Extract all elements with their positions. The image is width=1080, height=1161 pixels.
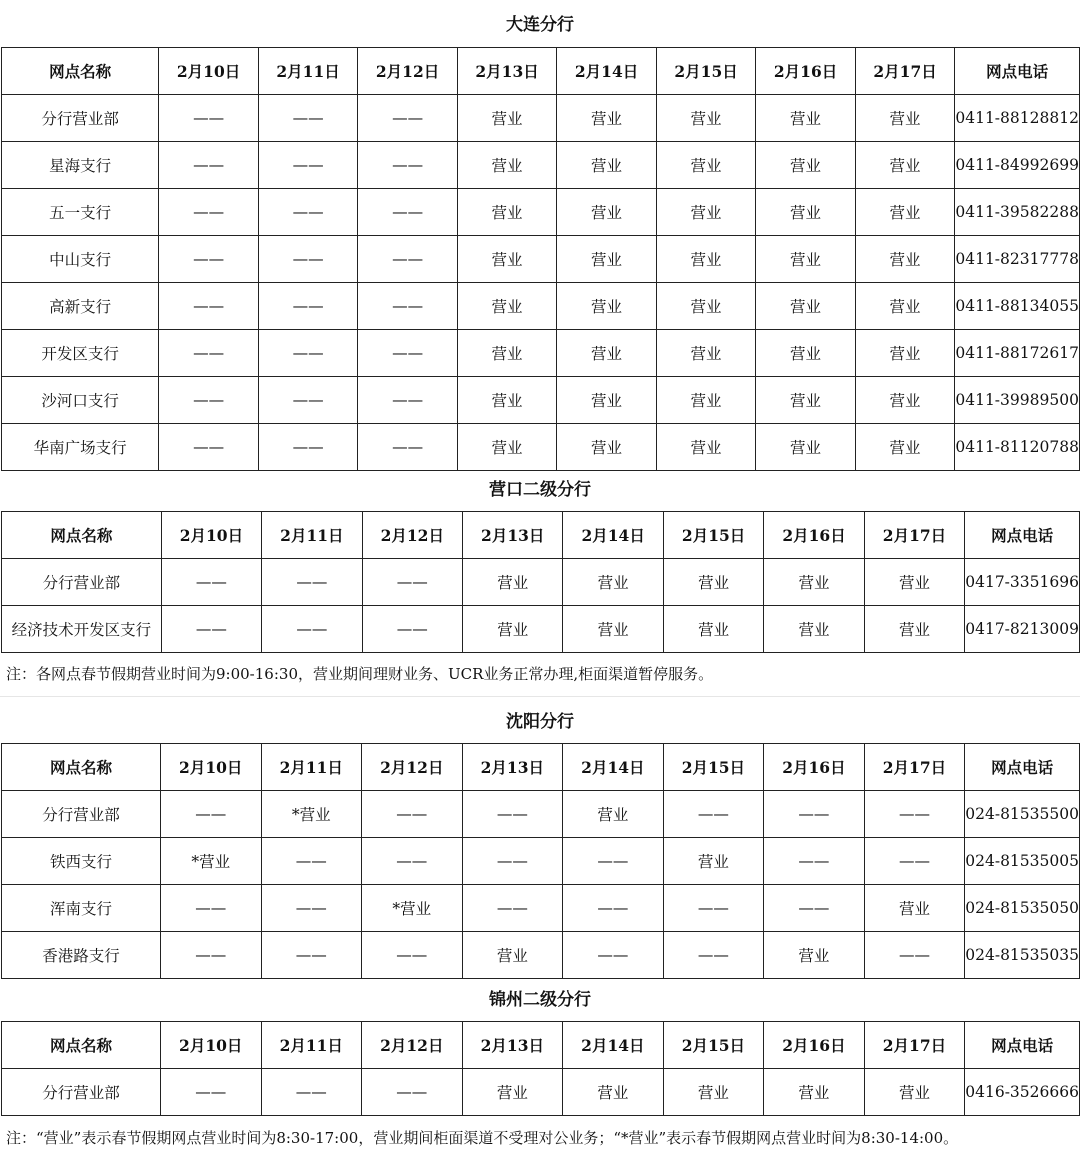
status-cell: 营业: [457, 189, 557, 236]
header-date: 2月10日: [160, 1022, 261, 1069]
branch-name-cell: 分行营业部: [2, 559, 162, 606]
status-cell: 营业: [756, 377, 856, 424]
section-title-shenyang: 沈阳分行: [506, 712, 574, 732]
header-date: 2月17日: [864, 744, 965, 791]
header-date: 2月15日: [663, 744, 764, 791]
status-cell: ——: [159, 236, 259, 283]
status-cell: ——: [764, 791, 865, 838]
table-header-row: [2, 744, 1080, 791]
status-cell: ——: [258, 189, 358, 236]
status-cell: 营业: [855, 330, 955, 377]
branch-name-cell: 沙河口支行: [2, 377, 159, 424]
status-cell: 营业: [756, 283, 856, 330]
status-cell: ——: [864, 838, 965, 885]
phone-cell: 0411-88134055: [955, 283, 1080, 330]
header-date: 2月11日: [258, 48, 358, 95]
phone-cell: 0411-39582288: [955, 189, 1080, 236]
header-date: 2月16日: [764, 744, 865, 791]
table-row: [2, 377, 1080, 424]
table-row: [2, 838, 1080, 885]
status-cell: ——: [462, 885, 563, 932]
status-cell: 营业: [457, 95, 557, 142]
branch-table-shenyang: [1, 743, 1080, 979]
status-cell: ——: [864, 932, 965, 979]
status-cell: ——: [160, 885, 261, 932]
status-cell: 营业: [756, 236, 856, 283]
status-cell: ——: [358, 377, 458, 424]
section-title-dalian: 大连分行: [506, 15, 574, 35]
header-phone: 网点电话: [965, 1022, 1080, 1069]
status-cell: ——: [160, 1069, 261, 1116]
header-date: 2月11日: [262, 512, 362, 559]
header-date: 2月17日: [864, 1022, 965, 1069]
phone-cell: 0411-39989500: [955, 377, 1080, 424]
status-cell: ——: [362, 559, 462, 606]
status-cell: 营业: [855, 377, 955, 424]
branch-table-jinzhou: [1, 1021, 1080, 1116]
status-cell: ——: [258, 236, 358, 283]
branch-name-cell: 高新支行: [2, 283, 159, 330]
status-cell: ——: [261, 932, 362, 979]
status-cell: ——: [258, 283, 358, 330]
header-branch-name: 网点名称: [2, 744, 161, 791]
status-cell: ——: [160, 932, 261, 979]
status-cell: 营业: [563, 791, 664, 838]
status-cell: ——: [663, 791, 764, 838]
status-cell: 营业: [663, 1069, 764, 1116]
header-phone: 网点电话: [955, 48, 1080, 95]
header-branch-name: 网点名称: [2, 1022, 161, 1069]
status-cell: 营业: [756, 189, 856, 236]
status-cell: 营业: [855, 236, 955, 283]
status-cell: ——: [258, 377, 358, 424]
status-cell: 营业: [457, 377, 557, 424]
branch-name-cell: 星海支行: [2, 142, 159, 189]
status-cell: 营业: [864, 559, 964, 606]
branch-table-dalian: [1, 47, 1080, 471]
status-cell: 营业: [457, 330, 557, 377]
status-cell: ——: [160, 791, 261, 838]
status-cell: ——: [258, 95, 358, 142]
header-phone: 网点电话: [965, 744, 1080, 791]
table-row: [2, 932, 1080, 979]
branch-name-cell: 中山支行: [2, 236, 159, 283]
status-cell: 营业: [756, 95, 856, 142]
header-date: 2月15日: [656, 48, 756, 95]
status-cell: ——: [358, 330, 458, 377]
status-cell: 营业: [764, 932, 865, 979]
header-date: 2月15日: [663, 512, 763, 559]
status-cell: 营业: [463, 559, 563, 606]
status-cell: ——: [159, 424, 259, 471]
header-phone: 网点电话: [965, 512, 1080, 559]
note-dalian-yingkou: 注：各网点春节假期营业时间为9:00-16:30，营业期间理财业务、UCR业务正常办理,柜面渠道暂停服务。: [6, 665, 714, 683]
header-date: 2月11日: [261, 1022, 362, 1069]
branch-name-cell: 经济技术开发区支行: [2, 606, 162, 653]
header-date: 2月14日: [563, 744, 664, 791]
header-date: 2月13日: [462, 744, 563, 791]
status-cell: ——: [462, 838, 563, 885]
status-cell: ——: [258, 142, 358, 189]
header-date: 2月13日: [457, 48, 557, 95]
branch-name-cell: 香港路支行: [2, 932, 161, 979]
status-cell: ——: [159, 95, 259, 142]
header-date: 2月10日: [161, 512, 261, 559]
status-cell: 营业: [557, 236, 657, 283]
status-cell: 营业: [656, 189, 756, 236]
status-cell: 营业: [557, 424, 657, 471]
header-date: 2月12日: [362, 512, 462, 559]
phone-cell: 0411-88128812: [955, 95, 1080, 142]
header-date: 2月16日: [764, 512, 864, 559]
header-date: 2月16日: [764, 1022, 865, 1069]
table-row: [2, 885, 1080, 932]
status-cell: ——: [159, 283, 259, 330]
status-cell: ——: [563, 838, 664, 885]
status-cell: ——: [663, 932, 764, 979]
table-header-row: [2, 1022, 1080, 1069]
status-cell: 营业: [656, 283, 756, 330]
status-cell: ——: [159, 142, 259, 189]
phone-cell: 0411-88172617: [955, 330, 1080, 377]
status-cell: ——: [358, 142, 458, 189]
status-cell: ——: [161, 559, 261, 606]
note-legend: 注：“营业”表示春节假期网点营业时间为8:30-17:00，营业期间柜面渠道不受理对公业务；“*营业”表示春节假期网点营业时间为8:30-14:00。: [6, 1129, 959, 1147]
phone-cell: 024-81535050: [965, 885, 1080, 932]
status-cell: 营业: [864, 885, 965, 932]
header-date: 2月16日: [756, 48, 856, 95]
header-date: 2月15日: [663, 1022, 764, 1069]
status-cell: 营业: [563, 606, 663, 653]
status-cell: 营业: [457, 283, 557, 330]
status-cell: ——: [764, 885, 865, 932]
status-cell: ——: [362, 1069, 463, 1116]
phone-cell: 0417-3351696: [965, 559, 1080, 606]
branch-name-cell: 华南广场支行: [2, 424, 159, 471]
status-cell: ——: [358, 95, 458, 142]
table-row: [2, 1069, 1080, 1116]
status-cell: ——: [362, 838, 463, 885]
status-cell: ——: [362, 932, 463, 979]
status-cell: 营业: [557, 330, 657, 377]
branch-name-cell: 五一支行: [2, 189, 159, 236]
header-date: 2月14日: [557, 48, 657, 95]
status-cell: 营业: [764, 559, 864, 606]
status-cell: 营业: [864, 1069, 965, 1116]
status-cell: 营业: [656, 330, 756, 377]
status-cell: *营业: [160, 838, 261, 885]
status-cell: ——: [358, 424, 458, 471]
branch-name-cell: 分行营业部: [2, 95, 159, 142]
phone-cell: 0416-3526666: [965, 1069, 1080, 1116]
section-title-jinzhou: 锦州二级分行: [489, 990, 591, 1010]
status-cell: *营业: [261, 791, 362, 838]
phone-cell: 024-81535500: [965, 791, 1080, 838]
table-row: [2, 424, 1080, 471]
phone-cell: 024-81535005: [965, 838, 1080, 885]
status-cell: 营业: [462, 932, 563, 979]
status-cell: 营业: [656, 95, 756, 142]
status-cell: ——: [563, 885, 664, 932]
status-cell: 营业: [855, 142, 955, 189]
status-cell: 营业: [855, 95, 955, 142]
header-date: 2月17日: [855, 48, 955, 95]
table-header-row: [2, 512, 1080, 559]
status-cell: ——: [358, 236, 458, 283]
status-cell: 营业: [663, 606, 763, 653]
branch-name-cell: 分行营业部: [2, 1069, 161, 1116]
status-cell: 营业: [463, 606, 563, 653]
status-cell: ——: [262, 606, 362, 653]
status-cell: ——: [262, 559, 362, 606]
status-cell: 营业: [656, 377, 756, 424]
status-cell: 营业: [557, 142, 657, 189]
table-header-row: [2, 48, 1080, 95]
header-date: 2月14日: [563, 512, 663, 559]
table-row: [2, 189, 1080, 236]
status-cell: ——: [258, 330, 358, 377]
header-date: 2月17日: [864, 512, 964, 559]
status-cell: ——: [663, 885, 764, 932]
status-cell: ——: [462, 791, 563, 838]
phone-cell: 0411-82317778: [955, 236, 1080, 283]
table-row: [2, 236, 1080, 283]
table-row: [2, 559, 1080, 606]
status-cell: 营业: [764, 1069, 865, 1116]
phone-cell: 0417-8213009: [965, 606, 1080, 653]
branch-name-cell: 浑南支行: [2, 885, 161, 932]
status-cell: ——: [161, 606, 261, 653]
table-row: [2, 142, 1080, 189]
status-cell: ——: [864, 791, 965, 838]
status-cell: 营业: [656, 142, 756, 189]
status-cell: 营业: [457, 236, 557, 283]
table-row: [2, 283, 1080, 330]
status-cell: 营业: [462, 1069, 563, 1116]
status-cell: ——: [258, 424, 358, 471]
table-row: [2, 95, 1080, 142]
divider: [0, 696, 1080, 697]
table-row: [2, 791, 1080, 838]
branch-table-yingkou: [1, 511, 1080, 653]
status-cell: 营业: [855, 424, 955, 471]
status-cell: ——: [362, 606, 462, 653]
status-cell: 营业: [457, 424, 557, 471]
status-cell: 营业: [656, 236, 756, 283]
status-cell: ——: [358, 283, 458, 330]
branch-name-cell: 铁西支行: [2, 838, 161, 885]
status-cell: 营业: [557, 283, 657, 330]
status-cell: 营业: [563, 559, 663, 606]
status-cell: 营业: [563, 1069, 664, 1116]
status-cell: ——: [358, 189, 458, 236]
status-cell: 营业: [656, 424, 756, 471]
header-date: 2月13日: [462, 1022, 563, 1069]
phone-cell: 0411-81120788: [955, 424, 1080, 471]
status-cell: *营业: [362, 885, 463, 932]
status-cell: 营业: [756, 424, 856, 471]
status-cell: ——: [159, 330, 259, 377]
table-row: [2, 330, 1080, 377]
table-row: [2, 606, 1080, 653]
status-cell: 营业: [663, 559, 763, 606]
status-cell: ——: [159, 189, 259, 236]
status-cell: 营业: [764, 606, 864, 653]
branch-name-cell: 分行营业部: [2, 791, 161, 838]
header-date: 2月10日: [160, 744, 261, 791]
branch-name-cell: 开发区支行: [2, 330, 159, 377]
header-date: 2月12日: [358, 48, 458, 95]
header-date: 2月12日: [362, 744, 463, 791]
status-cell: 营业: [864, 606, 964, 653]
status-cell: 营业: [855, 283, 955, 330]
header-date: 2月10日: [159, 48, 259, 95]
header-date: 2月11日: [261, 744, 362, 791]
status-cell: 营业: [557, 189, 657, 236]
status-cell: 营业: [663, 838, 764, 885]
header-branch-name: 网点名称: [2, 512, 162, 559]
header-date: 2月13日: [463, 512, 563, 559]
status-cell: 营业: [457, 142, 557, 189]
phone-cell: 024-81535035: [965, 932, 1080, 979]
status-cell: ——: [764, 838, 865, 885]
status-cell: ——: [261, 838, 362, 885]
header-date: 2月12日: [362, 1022, 463, 1069]
status-cell: 营业: [557, 95, 657, 142]
status-cell: ——: [159, 377, 259, 424]
phone-cell: 0411-84992699: [955, 142, 1080, 189]
status-cell: 营业: [557, 377, 657, 424]
status-cell: 营业: [855, 189, 955, 236]
status-cell: ——: [261, 1069, 362, 1116]
status-cell: 营业: [756, 330, 856, 377]
status-cell: 营业: [756, 142, 856, 189]
status-cell: ——: [563, 932, 664, 979]
header-date: 2月14日: [563, 1022, 664, 1069]
status-cell: ——: [362, 791, 463, 838]
header-branch-name: 网点名称: [2, 48, 159, 95]
section-title-yingkou: 营口二级分行: [489, 480, 591, 500]
status-cell: ——: [261, 885, 362, 932]
